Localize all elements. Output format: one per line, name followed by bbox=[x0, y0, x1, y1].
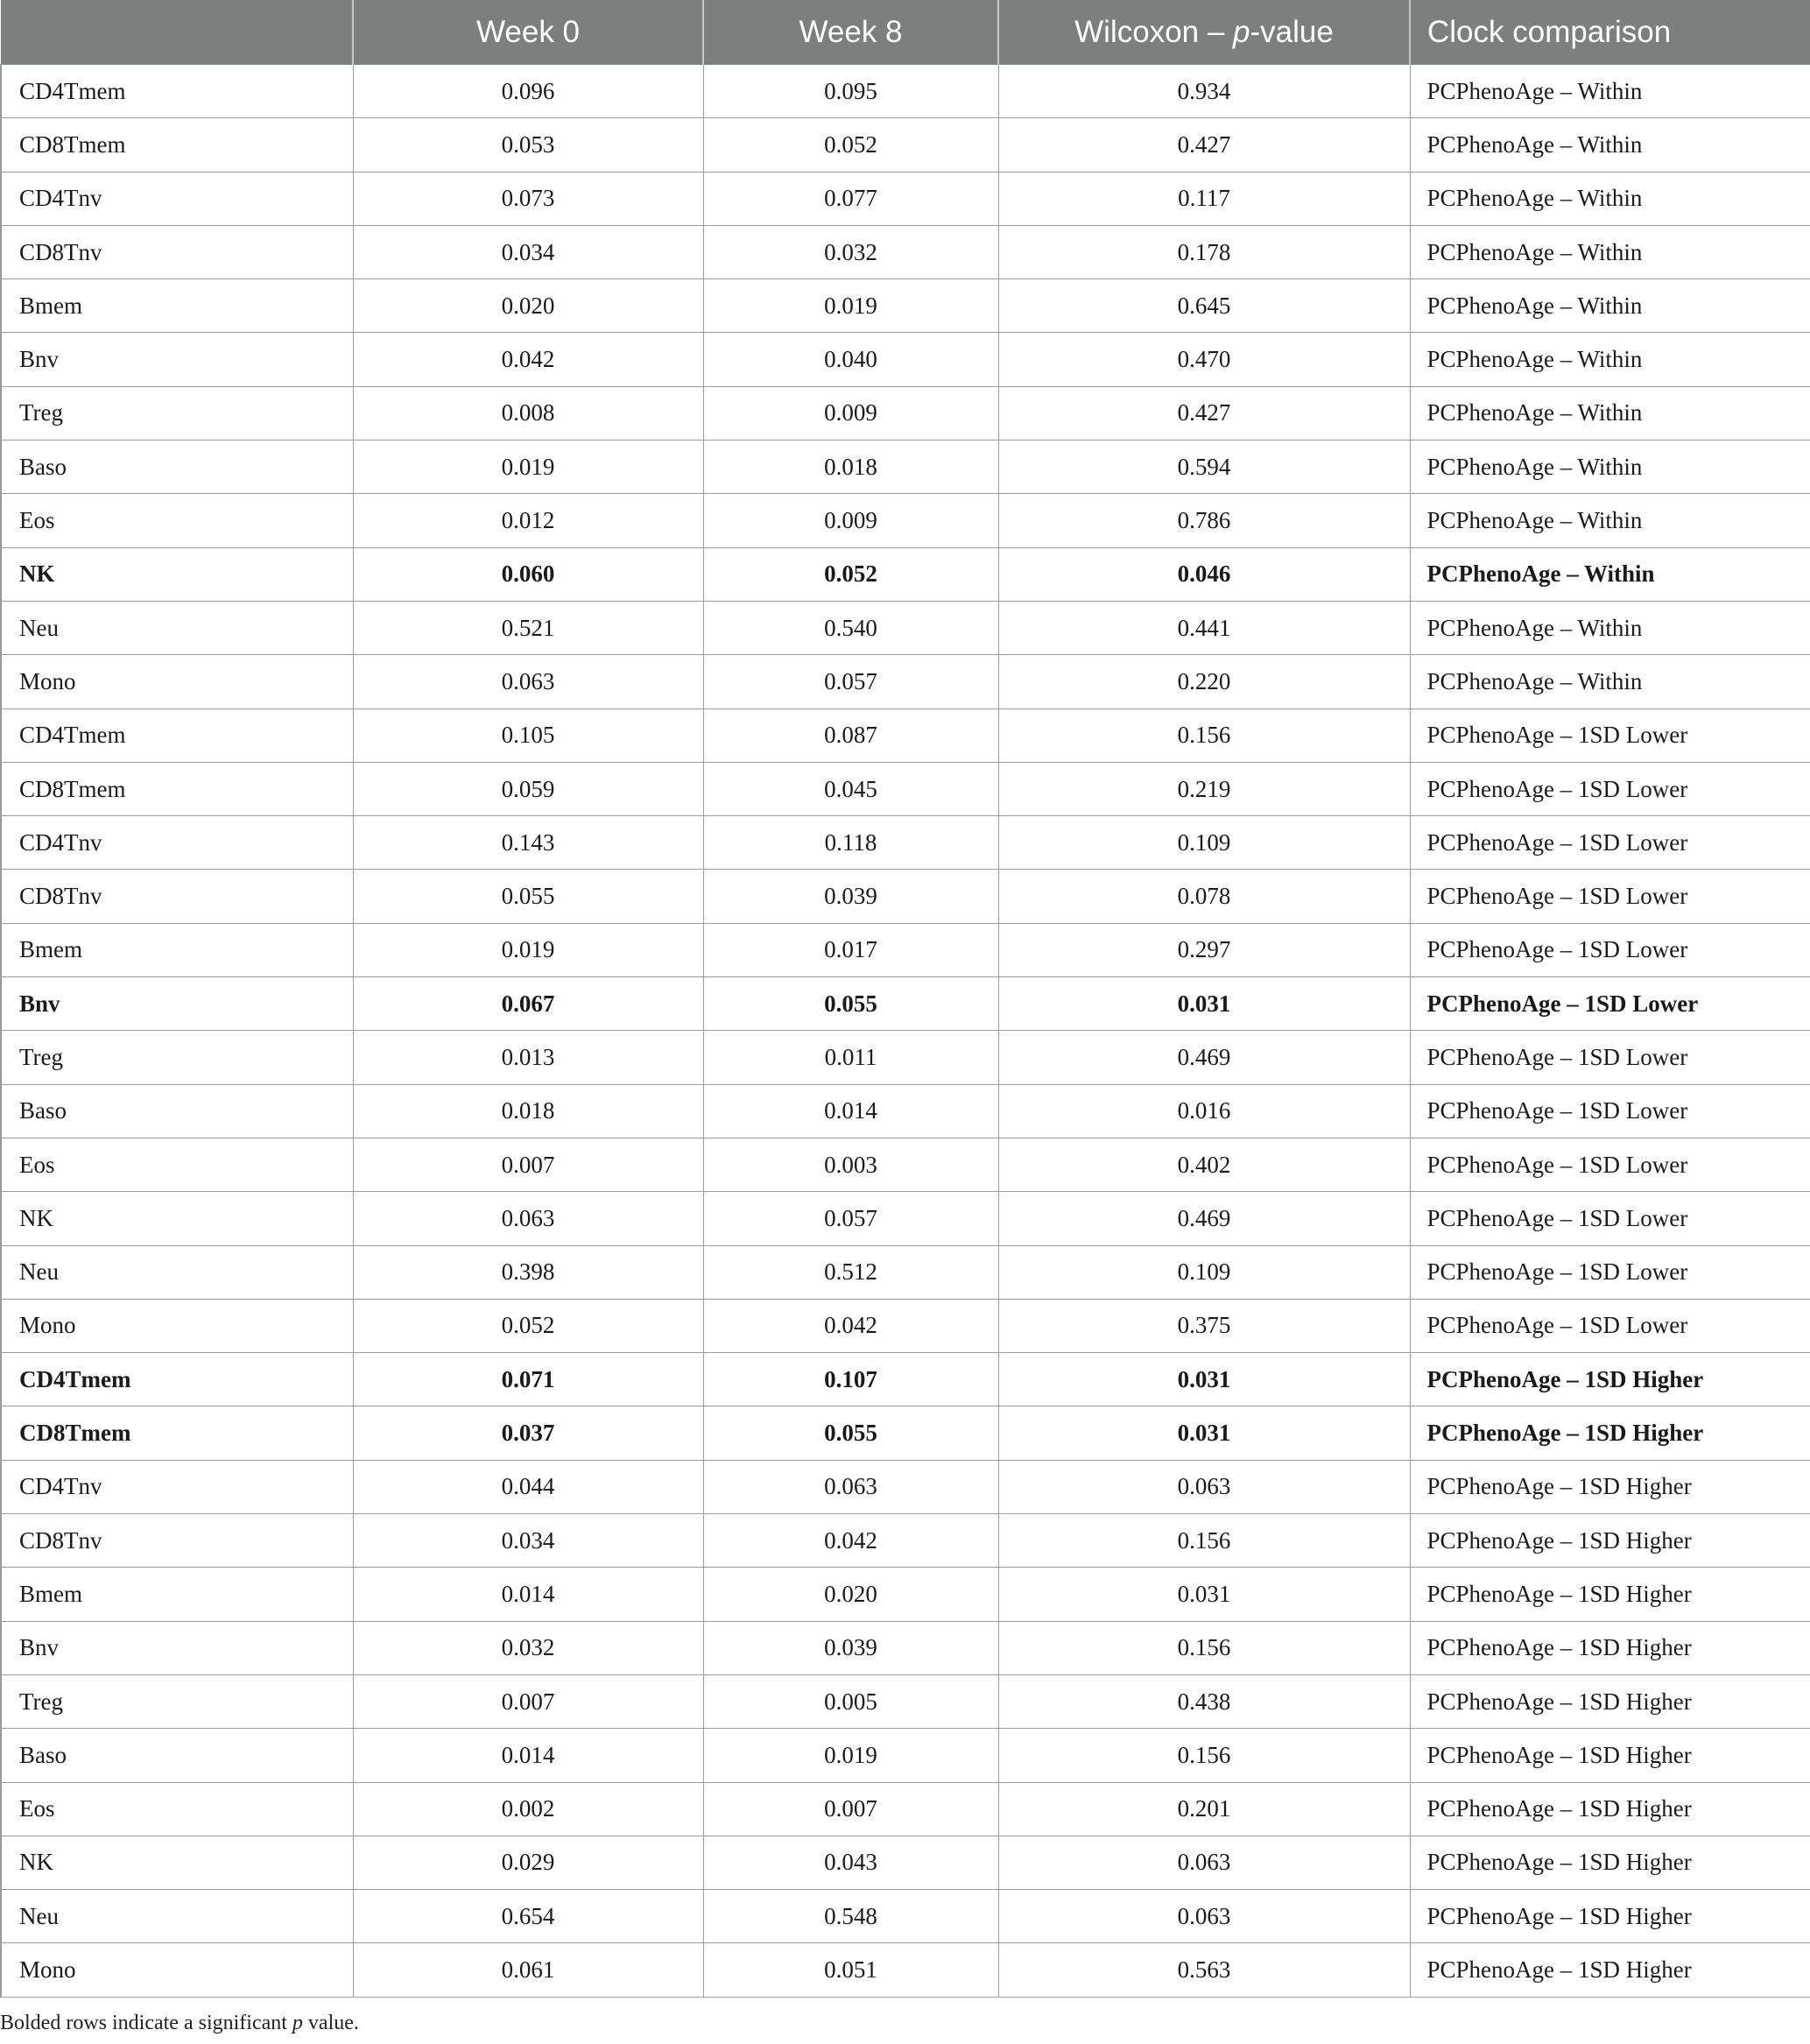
cell-week0: 0.052 bbox=[353, 1299, 703, 1352]
cell-week0: 0.034 bbox=[353, 225, 703, 278]
cell-week8: 0.045 bbox=[703, 762, 998, 815]
cell-type: NK bbox=[1, 1836, 353, 1889]
cell-week0: 0.013 bbox=[353, 1031, 703, 1084]
cell-week0: 0.053 bbox=[353, 118, 703, 172]
table-row bbox=[1, 1890, 1810, 1943]
cell-week0: 0.059 bbox=[353, 762, 703, 815]
cell-clock-comparison: PCPhenoAge – 1SD Higher bbox=[1410, 1460, 1810, 1513]
cell-week0: 0.060 bbox=[353, 547, 703, 601]
cell-type: Neu bbox=[1, 1890, 353, 1943]
cell-p-value: 0.438 bbox=[998, 1674, 1410, 1728]
cell-type: Eos bbox=[1, 494, 353, 547]
cell-week8: 0.039 bbox=[703, 870, 998, 923]
cell-p-value: 0.031 bbox=[998, 1568, 1410, 1621]
cell-type: CD8Tnv bbox=[1, 870, 353, 923]
cell-type: Bmem bbox=[1, 1568, 353, 1621]
cell-p-value: 0.219 bbox=[998, 762, 1410, 815]
cell-week0: 0.096 bbox=[353, 65, 703, 118]
cell-week0: 0.063 bbox=[353, 1192, 703, 1245]
table-row bbox=[1, 762, 1810, 815]
footnote bbox=[0, 2012, 359, 2035]
cell-type: Bnv bbox=[1, 333, 353, 386]
cell-clock-comparison: PCPhenoAge – 1SD Higher bbox=[1410, 1353, 1810, 1406]
table-row bbox=[1, 1138, 1810, 1191]
table-row bbox=[1, 1514, 1810, 1568]
cell-type: Baso bbox=[1, 441, 353, 494]
cell-type: CD4Tnv bbox=[1, 172, 353, 225]
cell-p-value: 0.563 bbox=[998, 1943, 1410, 1997]
cell-p-value: 0.934 bbox=[998, 65, 1410, 118]
table-row bbox=[1, 655, 1810, 708]
cell-week0: 0.067 bbox=[353, 977, 703, 1031]
cell-week0: 0.014 bbox=[353, 1568, 703, 1621]
table-row bbox=[1, 1406, 1810, 1460]
cell-week8: 0.540 bbox=[703, 601, 998, 654]
cell-week0: 0.019 bbox=[353, 441, 703, 494]
cell-clock-comparison: PCPhenoAge – 1SD Lower bbox=[1410, 977, 1810, 1031]
cell-type: CD8Tmem bbox=[1, 762, 353, 815]
table-row bbox=[1, 441, 1810, 494]
cell-clock-comparison: PCPhenoAge – 1SD Higher bbox=[1410, 1674, 1810, 1728]
cell-week0: 0.063 bbox=[353, 655, 703, 708]
table-header bbox=[1, 0, 1810, 65]
cell-week0: 0.002 bbox=[353, 1782, 703, 1836]
table-row bbox=[1, 118, 1810, 172]
cell-clock-comparison: PCPhenoAge – 1SD Lower bbox=[1410, 1031, 1810, 1084]
cell-type: CD4Tnv bbox=[1, 1460, 353, 1513]
cell-week8: 0.019 bbox=[703, 1729, 998, 1782]
cell-clock-comparison: PCPhenoAge – 1SD Lower bbox=[1410, 923, 1810, 976]
header-wilcoxon-p: p bbox=[1233, 14, 1250, 49]
cell-week8: 0.017 bbox=[703, 923, 998, 976]
cell-type: Baso bbox=[1, 1729, 353, 1782]
cell-clock-comparison: PCPhenoAge – 1SD Lower bbox=[1410, 1299, 1810, 1352]
cell-week8: 0.055 bbox=[703, 1406, 998, 1460]
cell-p-value: 0.441 bbox=[998, 601, 1410, 654]
cell-type: Baso bbox=[1, 1084, 353, 1138]
cell-clock-comparison: PCPhenoAge – 1SD Lower bbox=[1410, 1245, 1810, 1299]
table-row bbox=[1, 1568, 1810, 1621]
table-row bbox=[1, 1729, 1810, 1782]
cell-p-value: 0.178 bbox=[998, 225, 1410, 278]
cell-type: CD4Tmem bbox=[1, 708, 353, 762]
cell-p-value: 0.786 bbox=[998, 494, 1410, 547]
cell-clock-comparison: PCPhenoAge – Within bbox=[1410, 118, 1810, 172]
cell-week8: 0.005 bbox=[703, 1674, 998, 1728]
cell-week8: 0.042 bbox=[703, 1514, 998, 1568]
cell-week8: 0.003 bbox=[703, 1138, 998, 1191]
cell-week0: 0.029 bbox=[353, 1836, 703, 1889]
table-row bbox=[1, 547, 1810, 601]
cell-week8: 0.007 bbox=[703, 1782, 998, 1836]
cell-week8: 0.063 bbox=[703, 1460, 998, 1513]
cell-p-value: 0.375 bbox=[998, 1299, 1410, 1352]
cell-p-value: 0.156 bbox=[998, 1621, 1410, 1674]
table-row bbox=[1, 977, 1810, 1031]
cell-p-value: 0.469 bbox=[998, 1192, 1410, 1245]
header-clock-comparison: Clock comparison bbox=[1410, 0, 1810, 65]
cell-type: CD4Tmem bbox=[1, 65, 353, 118]
cell-week8: 0.055 bbox=[703, 977, 998, 1031]
cell-clock-comparison: PCPhenoAge – Within bbox=[1410, 279, 1810, 333]
table-row bbox=[1, 870, 1810, 923]
cell-clock-comparison: PCPhenoAge – 1SD Higher bbox=[1410, 1514, 1810, 1568]
cell-p-value: 0.297 bbox=[998, 923, 1410, 976]
cell-clock-comparison: PCPhenoAge – 1SD Higher bbox=[1410, 1406, 1810, 1460]
table-row bbox=[1, 1031, 1810, 1084]
table-row bbox=[1, 708, 1810, 762]
footnote-suffix: value. bbox=[302, 2012, 359, 2034]
cell-week0: 0.055 bbox=[353, 870, 703, 923]
cell-type: Bmem bbox=[1, 923, 353, 976]
cell-clock-comparison: PCPhenoAge – Within bbox=[1410, 386, 1810, 440]
table-row bbox=[1, 1782, 1810, 1836]
cell-week0: 0.044 bbox=[353, 1460, 703, 1513]
cell-clock-comparison: PCPhenoAge – 1SD Lower bbox=[1410, 1192, 1810, 1245]
cell-p-value: 0.594 bbox=[998, 441, 1410, 494]
cell-clock-comparison: PCPhenoAge – Within bbox=[1410, 225, 1810, 278]
cell-clock-comparison: PCPhenoAge – Within bbox=[1410, 172, 1810, 225]
table-row bbox=[1, 601, 1810, 654]
table-row bbox=[1, 1621, 1810, 1674]
cell-week8: 0.020 bbox=[703, 1568, 998, 1621]
cell-p-value: 0.063 bbox=[998, 1836, 1410, 1889]
cell-clock-comparison: PCPhenoAge – 1SD Higher bbox=[1410, 1568, 1810, 1621]
cell-type: CD4Tnv bbox=[1, 816, 353, 870]
cell-p-value: 0.470 bbox=[998, 333, 1410, 386]
cell-week8: 0.052 bbox=[703, 118, 998, 172]
table-row bbox=[1, 816, 1810, 870]
cell-type: Eos bbox=[1, 1138, 353, 1191]
cell-week8: 0.019 bbox=[703, 279, 998, 333]
cell-type: Treg bbox=[1, 386, 353, 440]
cell-week8: 0.039 bbox=[703, 1621, 998, 1674]
cell-p-value: 0.078 bbox=[998, 870, 1410, 923]
cell-p-value: 0.031 bbox=[998, 1406, 1410, 1460]
table-row bbox=[1, 1943, 1810, 1997]
cell-week0: 0.037 bbox=[353, 1406, 703, 1460]
cell-week8: 0.077 bbox=[703, 172, 998, 225]
cell-week0: 0.014 bbox=[353, 1729, 703, 1782]
header-wilcoxon bbox=[998, 0, 1410, 65]
header-week8: Week 8 bbox=[703, 0, 998, 65]
cell-week8: 0.009 bbox=[703, 494, 998, 547]
cell-clock-comparison: PCPhenoAge – 1SD Higher bbox=[1410, 1836, 1810, 1889]
cell-week0: 0.061 bbox=[353, 1943, 703, 1997]
cell-week0: 0.398 bbox=[353, 1245, 703, 1299]
cell-type: Mono bbox=[1, 655, 353, 708]
cell-type: Neu bbox=[1, 601, 353, 654]
cell-week0: 0.007 bbox=[353, 1138, 703, 1191]
cell-clock-comparison: PCPhenoAge – 1SD Lower bbox=[1410, 870, 1810, 923]
cell-week8: 0.087 bbox=[703, 708, 998, 762]
cell-week8: 0.107 bbox=[703, 1353, 998, 1406]
footnote-p: p bbox=[292, 2012, 303, 2034]
cell-p-value: 0.016 bbox=[998, 1084, 1410, 1138]
cell-clock-comparison: PCPhenoAge – 1SD Higher bbox=[1410, 1890, 1810, 1943]
cell-week0: 0.073 bbox=[353, 172, 703, 225]
cell-type: CD8Tnv bbox=[1, 225, 353, 278]
table-row bbox=[1, 386, 1810, 440]
cell-clock-comparison: PCPhenoAge – 1SD Higher bbox=[1410, 1943, 1810, 1997]
header-row bbox=[1, 0, 1810, 65]
cell-clock-comparison: PCPhenoAge – 1SD Lower bbox=[1410, 1138, 1810, 1191]
cell-week0: 0.012 bbox=[353, 494, 703, 547]
cell-clock-comparison: PCPhenoAge – Within bbox=[1410, 441, 1810, 494]
header-wilcoxon-prefix: Wilcoxon – bbox=[1074, 14, 1234, 49]
footnote-prefix: Bolded rows indicate a significant bbox=[0, 2012, 292, 2034]
cell-type: CD4Tmem bbox=[1, 1353, 353, 1406]
cell-clock-comparison: PCPhenoAge – 1SD Lower bbox=[1410, 1084, 1810, 1138]
cell-p-value: 0.063 bbox=[998, 1460, 1410, 1513]
cell-clock-comparison: PCPhenoAge – 1SD Higher bbox=[1410, 1729, 1810, 1782]
cell-clock-comparison: PCPhenoAge – 1SD Lower bbox=[1410, 708, 1810, 762]
table-row bbox=[1, 1192, 1810, 1245]
cell-week0: 0.521 bbox=[353, 601, 703, 654]
cell-p-value: 0.109 bbox=[998, 1245, 1410, 1299]
cell-type: CD8Tnv bbox=[1, 1514, 353, 1568]
cell-week8: 0.011 bbox=[703, 1031, 998, 1084]
cell-week0: 0.007 bbox=[353, 1674, 703, 1728]
cell-week0: 0.018 bbox=[353, 1084, 703, 1138]
cell-week0: 0.008 bbox=[353, 386, 703, 440]
cell-week0: 0.020 bbox=[353, 279, 703, 333]
table-row bbox=[1, 1084, 1810, 1138]
cell-week0: 0.019 bbox=[353, 923, 703, 976]
cell-week8: 0.548 bbox=[703, 1890, 998, 1943]
table-row bbox=[1, 494, 1810, 547]
cell-p-value: 0.156 bbox=[998, 1514, 1410, 1568]
cell-type: Treg bbox=[1, 1674, 353, 1728]
cell-week8: 0.040 bbox=[703, 333, 998, 386]
cell-type: Mono bbox=[1, 1943, 353, 1997]
cell-week8: 0.014 bbox=[703, 1084, 998, 1138]
table-row bbox=[1, 65, 1810, 118]
cell-p-value: 0.109 bbox=[998, 816, 1410, 870]
cell-type: Neu bbox=[1, 1245, 353, 1299]
cell-clock-comparison: PCPhenoAge – Within bbox=[1410, 601, 1810, 654]
table-row bbox=[1, 1299, 1810, 1352]
cell-p-value: 0.031 bbox=[998, 977, 1410, 1031]
cell-week8: 0.052 bbox=[703, 547, 998, 601]
cell-type: CD8Tmem bbox=[1, 1406, 353, 1460]
cell-p-value: 0.156 bbox=[998, 1729, 1410, 1782]
cell-week8: 0.042 bbox=[703, 1299, 998, 1352]
table-row bbox=[1, 279, 1810, 333]
cell-clock-comparison: PCPhenoAge – 1SD Lower bbox=[1410, 762, 1810, 815]
cell-type: Bmem bbox=[1, 279, 353, 333]
cell-p-value: 0.427 bbox=[998, 386, 1410, 440]
cell-p-value: 0.402 bbox=[998, 1138, 1410, 1191]
cell-type: NK bbox=[1, 1192, 353, 1245]
cell-p-value: 0.427 bbox=[998, 118, 1410, 172]
cell-p-value: 0.201 bbox=[998, 1782, 1410, 1836]
cell-p-value: 0.220 bbox=[998, 655, 1410, 708]
cell-clock-comparison: PCPhenoAge – Within bbox=[1410, 547, 1810, 601]
cell-week8: 0.118 bbox=[703, 816, 998, 870]
cell-week8: 0.043 bbox=[703, 1836, 998, 1889]
cell-week8: 0.009 bbox=[703, 386, 998, 440]
table-row bbox=[1, 1353, 1810, 1406]
header-wilcoxon-suffix: -value bbox=[1250, 14, 1334, 49]
cell-p-value: 0.117 bbox=[998, 172, 1410, 225]
cell-clock-comparison: PCPhenoAge – Within bbox=[1410, 65, 1810, 118]
cell-week8: 0.057 bbox=[703, 1192, 998, 1245]
table-body bbox=[1, 65, 1810, 1998]
cell-type: Bnv bbox=[1, 977, 353, 1031]
cell-week0: 0.654 bbox=[353, 1890, 703, 1943]
cell-p-value: 0.645 bbox=[998, 279, 1410, 333]
cell-p-value: 0.063 bbox=[998, 1890, 1410, 1943]
cell-type: Bnv bbox=[1, 1621, 353, 1674]
table-row bbox=[1, 1245, 1810, 1299]
cell-clock-comparison: PCPhenoAge – 1SD Lower bbox=[1410, 816, 1810, 870]
cell-type: NK bbox=[1, 547, 353, 601]
cell-clock-comparison: PCPhenoAge – 1SD Higher bbox=[1410, 1782, 1810, 1836]
cell-week8: 0.032 bbox=[703, 225, 998, 278]
cell-p-value: 0.031 bbox=[998, 1353, 1410, 1406]
cell-clock-comparison: PCPhenoAge – Within bbox=[1410, 655, 1810, 708]
table-row bbox=[1, 923, 1810, 976]
cell-week0: 0.105 bbox=[353, 708, 703, 762]
header-cell-type bbox=[1, 0, 353, 65]
cell-type: Treg bbox=[1, 1031, 353, 1084]
cell-week8: 0.051 bbox=[703, 1943, 998, 1997]
cell-week8: 0.512 bbox=[703, 1245, 998, 1299]
cell-type: Mono bbox=[1, 1299, 353, 1352]
table-row bbox=[1, 1836, 1810, 1889]
cell-clock-comparison: PCPhenoAge – Within bbox=[1410, 494, 1810, 547]
table-row bbox=[1, 1674, 1810, 1728]
cell-week8: 0.018 bbox=[703, 441, 998, 494]
cell-week0: 0.034 bbox=[353, 1514, 703, 1568]
cell-week8: 0.095 bbox=[703, 65, 998, 118]
cell-p-value: 0.046 bbox=[998, 547, 1410, 601]
cell-p-value: 0.469 bbox=[998, 1031, 1410, 1084]
header-week0: Week 0 bbox=[353, 0, 703, 65]
table-row bbox=[1, 172, 1810, 225]
cell-p-value: 0.156 bbox=[998, 708, 1410, 762]
cell-week0: 0.032 bbox=[353, 1621, 703, 1674]
cell-week0: 0.042 bbox=[353, 333, 703, 386]
table-row bbox=[1, 333, 1810, 386]
cell-clock-comparison: PCPhenoAge – Within bbox=[1410, 333, 1810, 386]
cell-week8: 0.057 bbox=[703, 655, 998, 708]
cell-week0: 0.071 bbox=[353, 1353, 703, 1406]
table-row bbox=[1, 225, 1810, 278]
cell-clock-comparison: PCPhenoAge – 1SD Higher bbox=[1410, 1621, 1810, 1674]
cell-week0: 0.143 bbox=[353, 816, 703, 870]
cell-type: CD8Tmem bbox=[1, 118, 353, 172]
table-row bbox=[1, 1460, 1810, 1513]
cell-type: Eos bbox=[1, 1782, 353, 1836]
